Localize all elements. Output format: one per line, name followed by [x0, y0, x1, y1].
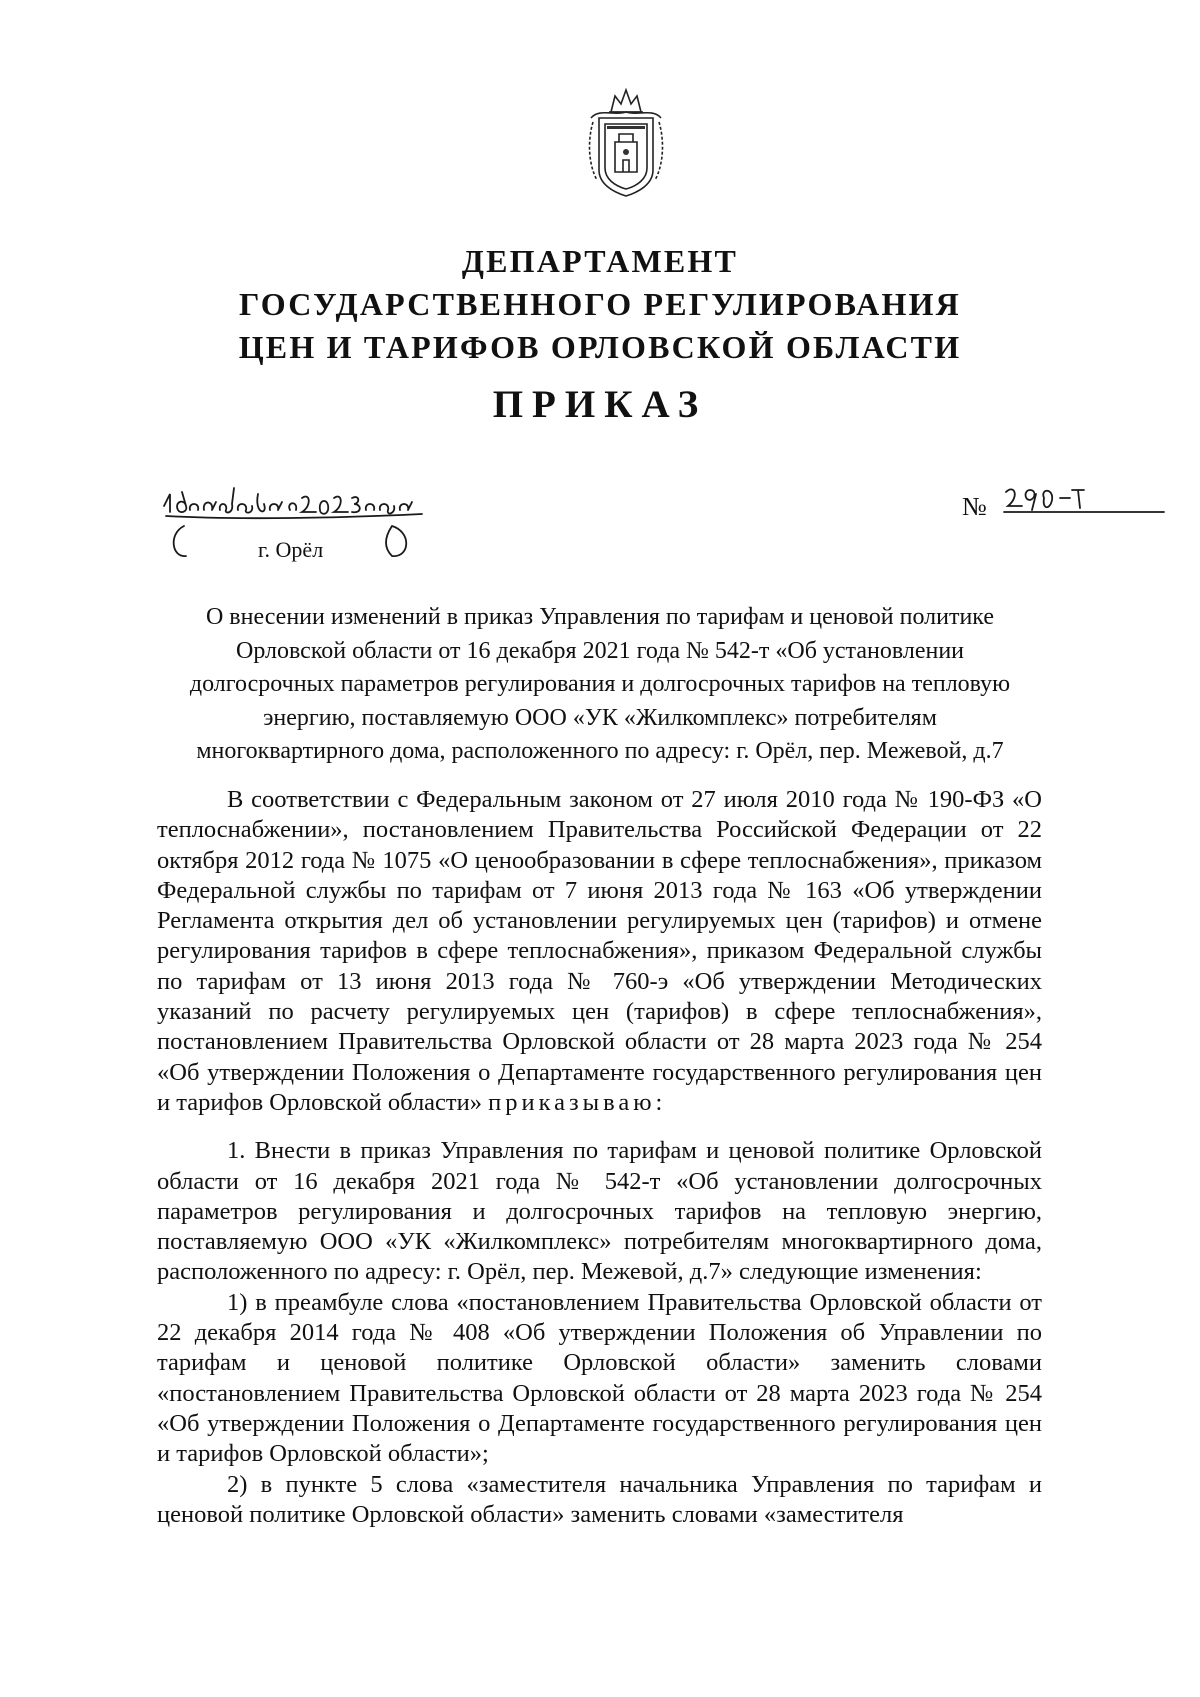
department-line-3: ЦЕН И ТАРИФОВ ОРЛОВСКОЙ ОБЛАСТИ [238, 329, 962, 365]
handwritten-order-number [1000, 480, 1165, 525]
subject-line-1: О внесении изменений в приказ Управления по тарифам и ценовой политике [205, 604, 995, 630]
preamble-text: В соответствии с Федеральным законом от 27 июля 2010 года № 190-ФЗ «О теплоснабжении», постановлением Правительства Российской Федерации от 22 октября 2012 года № 1075 «О ценообразовании в сфере теплоснабжения», приказом Федеральной службы по тарифам от 7 июня 2013 года № 163 «Об утверждении Регламента открытия дел об установлении регулируемых цен (тарифов) и отмене регулирования тарифов в сфере теплоснабжения», приказом Федеральной службы по тарифам от 13 июня 2013 года № 760-э «Об утверждении Методических указаний по расчету регулируемых цен (тарифов) в сфере теплоснабжения», постановлением Правительства Орловской области от 28 марта 2023 года № 254 «Об утверждении Положения о Департаменте государственного регулирования цен и тарифов Орловской области» [157, 786, 1042, 1116]
order-word: приказываю: [488, 1088, 667, 1116]
preamble-paragraph [157, 785, 1042, 1118]
item-1-subitem-1: 1) в преамбуле слова «постановлением Правительства Орловской области от 22 декабря 2014 года № 408 «Об утверждении Положения об Управлении по тарифам и ценовой политике Орловской области» заменить словами «постановлением Правительства Орловской области от 28 марта 2023 года № 254 «Об утверждении Положения о Департаменте государственного регулирования цен и тарифов Орловской области»; [157, 1288, 1042, 1468]
subject-line-3: долгосрочных параметров регулирования и долгосрочных тарифов на тепловую [189, 671, 1011, 697]
item-1-paragraph: 1. Внести в приказ Управления по тарифам и ценовой политике Орловской области от 16 декабря 2021 года № 542-т «Об установлении долгосрочных параметров регулирования и долгосрочных тарифов на тепловую энергию, поставляемую ООО «УК «Жилкомплекс» потребителям многоквартирного дома, расположенного по адресу: г. Орёл, пер. Межевой, д.7» следующие изменения: [157, 1137, 1042, 1286]
order-body [157, 785, 1042, 1530]
city-name: г. Орёл [258, 537, 324, 562]
department-line-1: ДЕПАРТАМЕНТ [461, 243, 739, 279]
department-name [150, 240, 1050, 369]
subject-line-2: Орловской области от 16 декабря 2021 года № 542-т «Об установлении [235, 637, 965, 664]
subject-line-4: энергию, поставляемую ООО «УК «Жилкомплекс» потребителям [263, 704, 937, 731]
item-1-subitem-2: 2) в пункте 5 слова «заместителя начальника Управления по тарифам и ценовой политике Орловской области» заменить словами «заместителя [157, 1470, 1042, 1528]
department-line-2: ГОСУДАРСТВЕННОГО РЕГУЛИРОВАНИЯ [239, 286, 961, 322]
document-type-title: ПРИКАЗ [492, 383, 708, 426]
coat-of-arms-icon [585, 82, 667, 198]
order-number-label: № [962, 492, 987, 521]
subject-line-5: многоквартирного дома, расположенного по адресу: г. Орёл, пер. Межевой, д.7 [196, 738, 1004, 764]
order-subject [155, 601, 1045, 769]
